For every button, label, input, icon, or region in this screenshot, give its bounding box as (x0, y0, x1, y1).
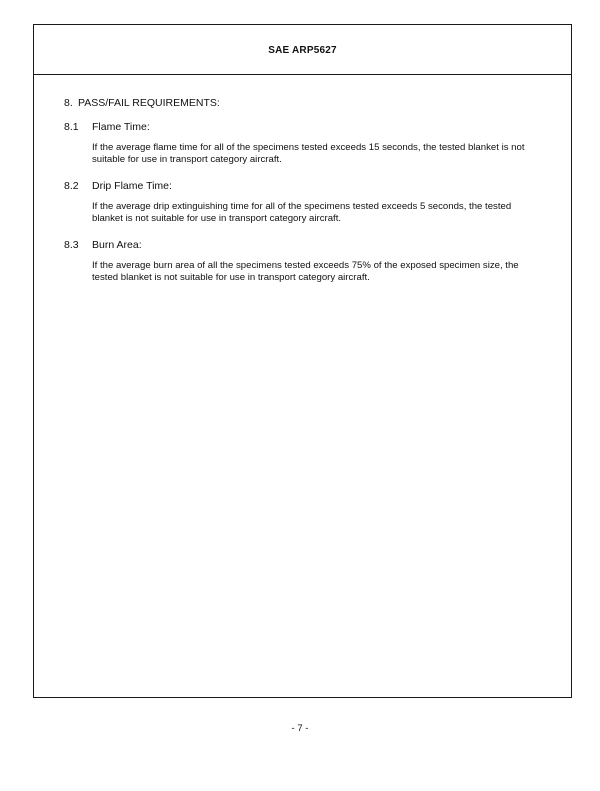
item-number: 8.1 (64, 121, 79, 133)
item-number: 8.3 (64, 239, 79, 251)
section-title: PASS/FAIL REQUIREMENTS: (78, 97, 220, 109)
item-heading (64, 180, 554, 192)
item-body: If the average drip extinguishing time for all of the specimens tested exceeds 5 seconds, the tested blanket is not suitable for use in transport category aircraft. (92, 201, 512, 224)
item-body: If the average flame time for all of the specimens tested exceeds 15 seconds, the tested blanket is not suitable for use in transport category aircraft. (92, 142, 525, 165)
item-title: Drip Flame Time: (92, 180, 172, 192)
requirement-drip-flame-time (64, 180, 554, 225)
item-heading (64, 121, 554, 133)
item-title: Burn Area: (92, 239, 142, 251)
document-header (34, 25, 571, 75)
section-heading (64, 97, 554, 109)
item-number: 8.2 (64, 180, 79, 192)
page-number: - 7 - (291, 723, 309, 734)
section-number: 8. (64, 97, 73, 109)
document-body (64, 97, 554, 298)
item-title: Flame Time: (92, 121, 150, 133)
page-frame (33, 24, 572, 698)
requirement-burn-area (64, 239, 554, 284)
item-heading (64, 239, 554, 251)
requirement-flame-time (64, 121, 554, 166)
document-id: SAE ARP5627 (268, 45, 337, 56)
item-body: If the average burn area of all the specimens tested exceeds 75% of the exposed specimen size, the tested blanket is not suitable for use in transport category aircraft. (92, 260, 519, 283)
